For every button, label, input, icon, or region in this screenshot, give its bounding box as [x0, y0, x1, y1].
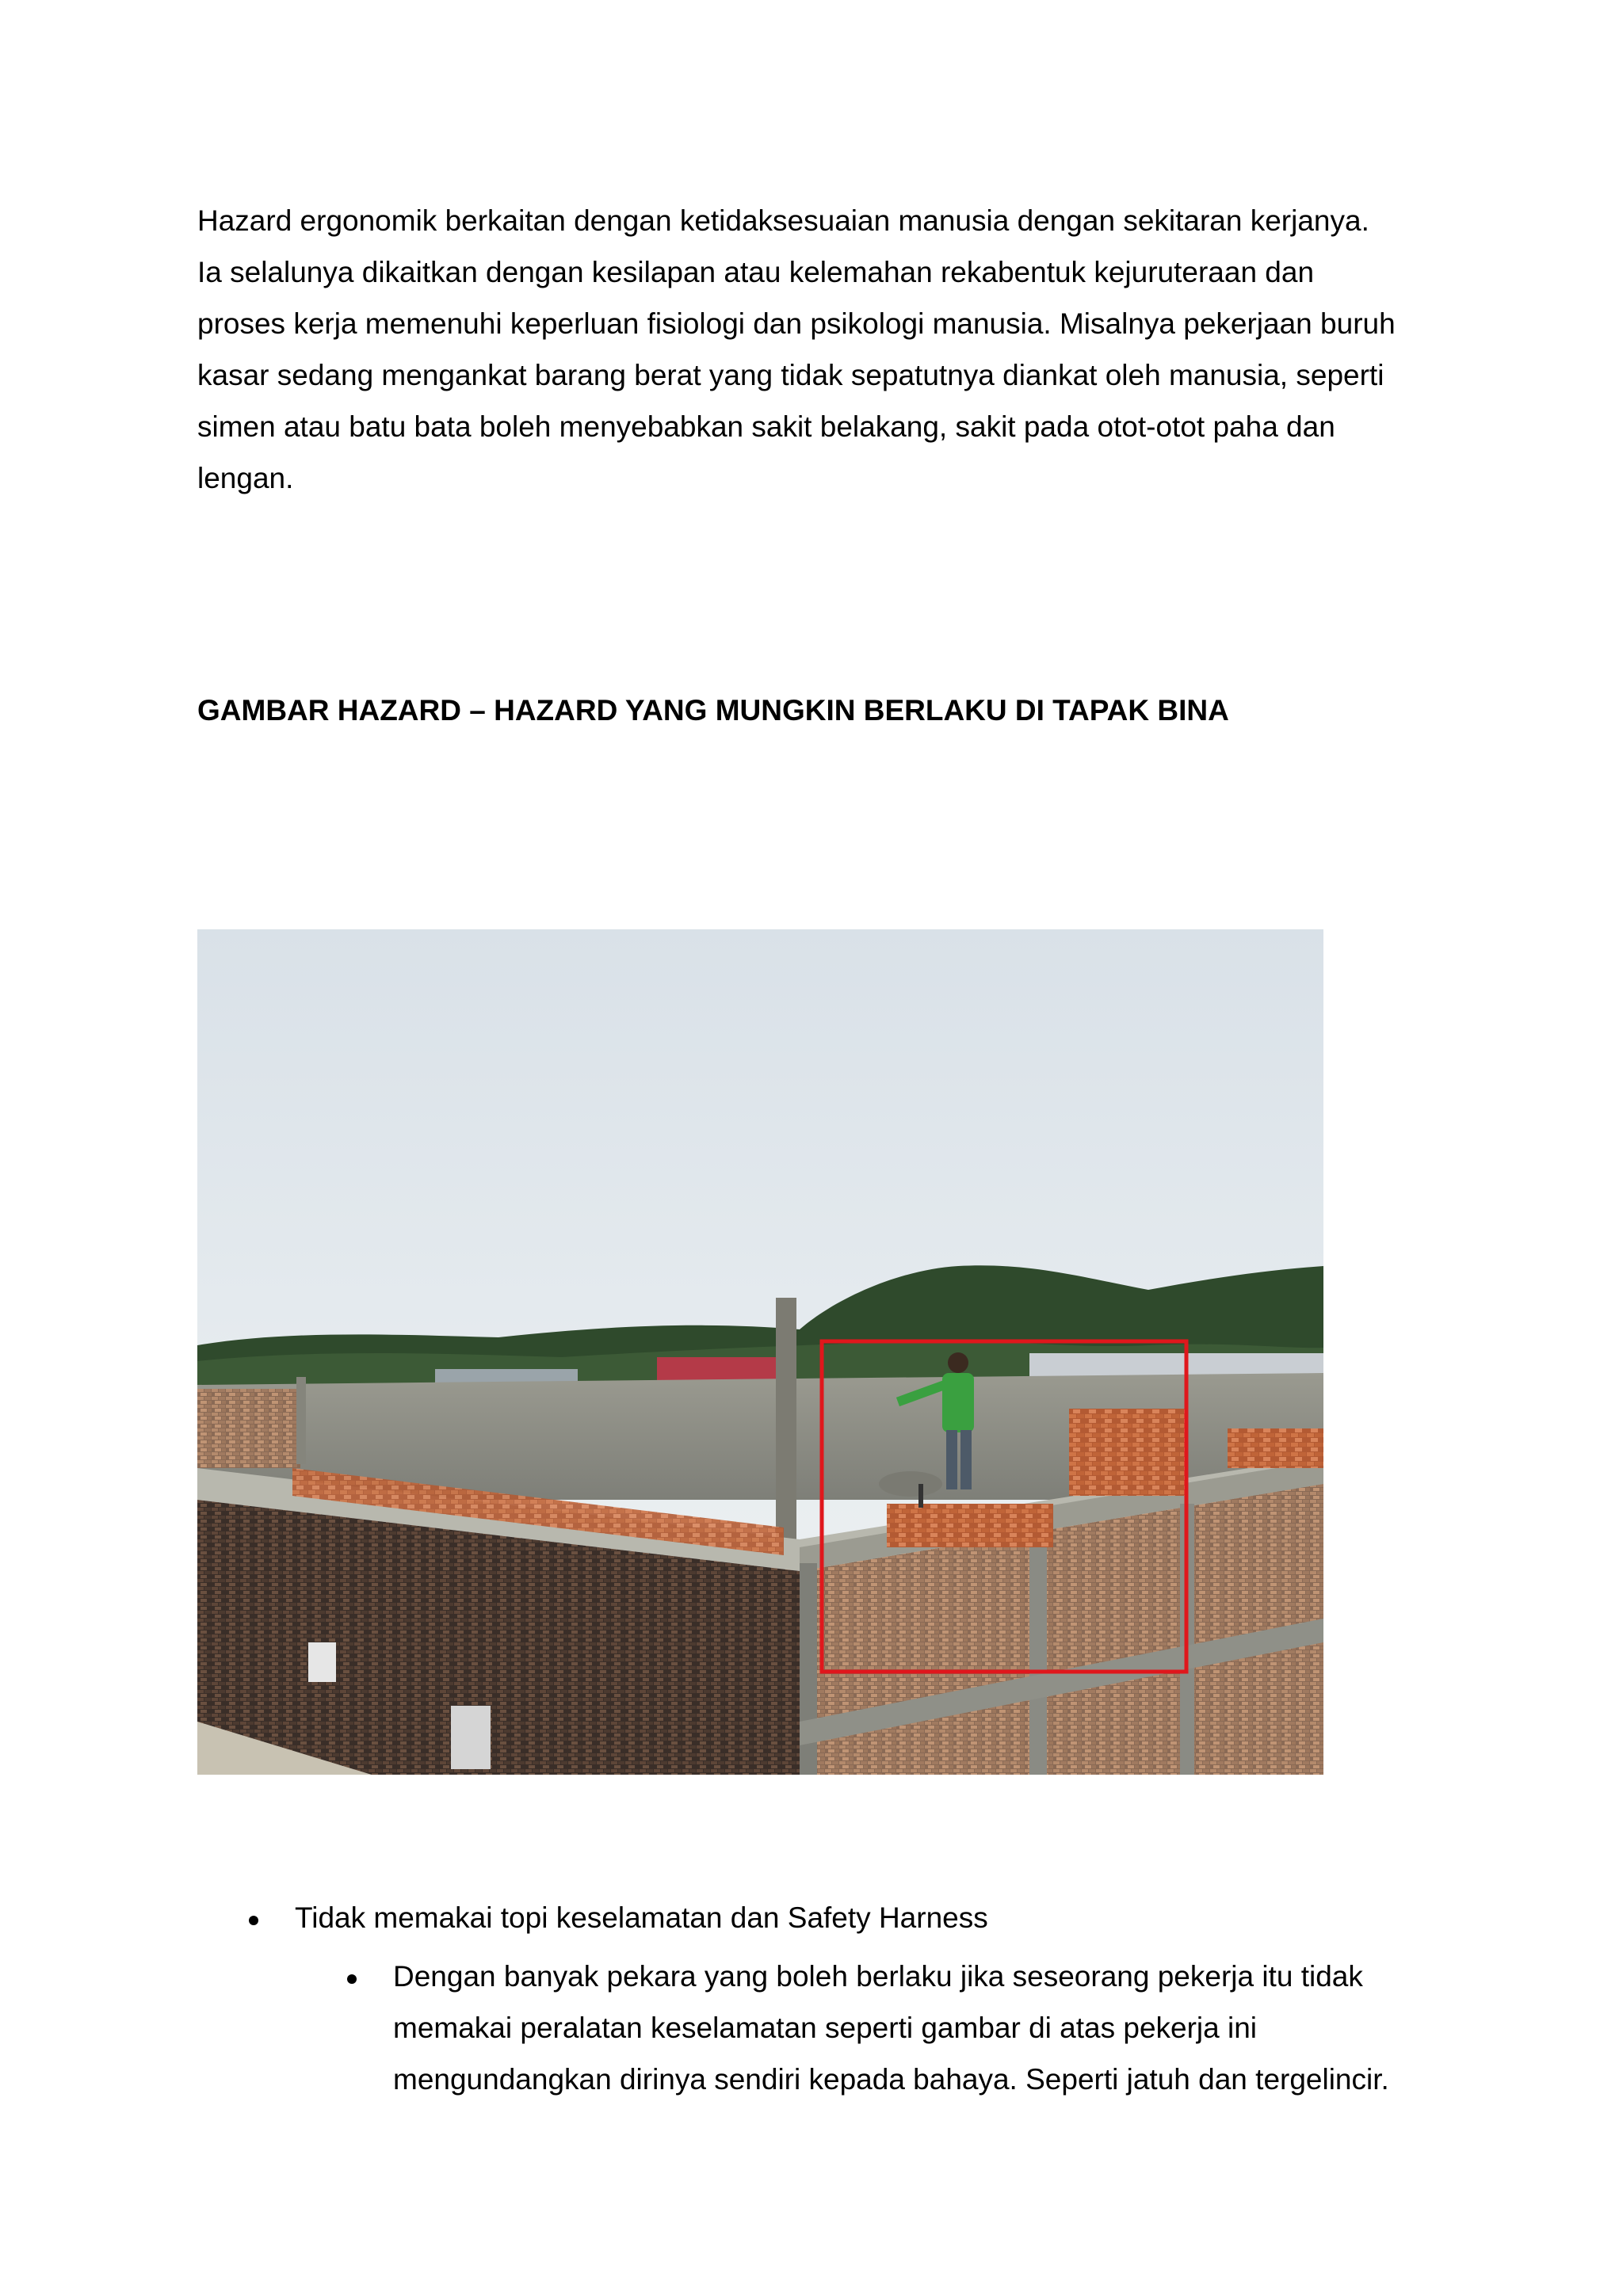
bullet-icon: [347, 1974, 357, 1984]
section-heading: GAMBAR HAZARD – HAZARD YANG MUNGKIN BERLAKU DI TAPAK BINA: [197, 694, 1229, 727]
list-item: [0, 1954, 1623, 2096]
construction-site-photo: [197, 929, 1323, 1775]
intro-paragraph: Hazard ergonomik berkaitan dengan ketidaksesuaian manusia dengan sekitaran kerjanya. Ia selalunya dikaitkan dengan kesilapan atau kelemahan rekabentuk kejuruteraan dan proses kerja memenuhi keperluan fisiologi dan psikologi manusia. Misalnya pekerjaan buruh kasar sedang mengankat barang berat yang tidak sepatutnya diankat oleh manusia, seperti simen atau batu bata boleh menyebabkan sakit belakang, sakit pada otot-otot paha dan lengan.: [197, 204, 1396, 494]
bullet-text: Tidak memakai topi keselamatan dan Safety Harness: [295, 1901, 988, 1934]
hazard-bullet-list: [0, 1895, 1623, 2096]
bullet-icon: [249, 1916, 258, 1925]
list-item: [0, 1895, 1623, 2096]
sub-bullet-list: [0, 1954, 1623, 2096]
sub-bullet-text: Dengan banyak pekara yang boleh berlaku jika seseorang pekerja itu tidak memakai peralatan keselamatan seperti gambar di atas pekerja ini mengundangkan dirinya sendiri kepada bahaya. Seperti jatuh dan tergelincir.: [393, 1960, 1389, 2096]
